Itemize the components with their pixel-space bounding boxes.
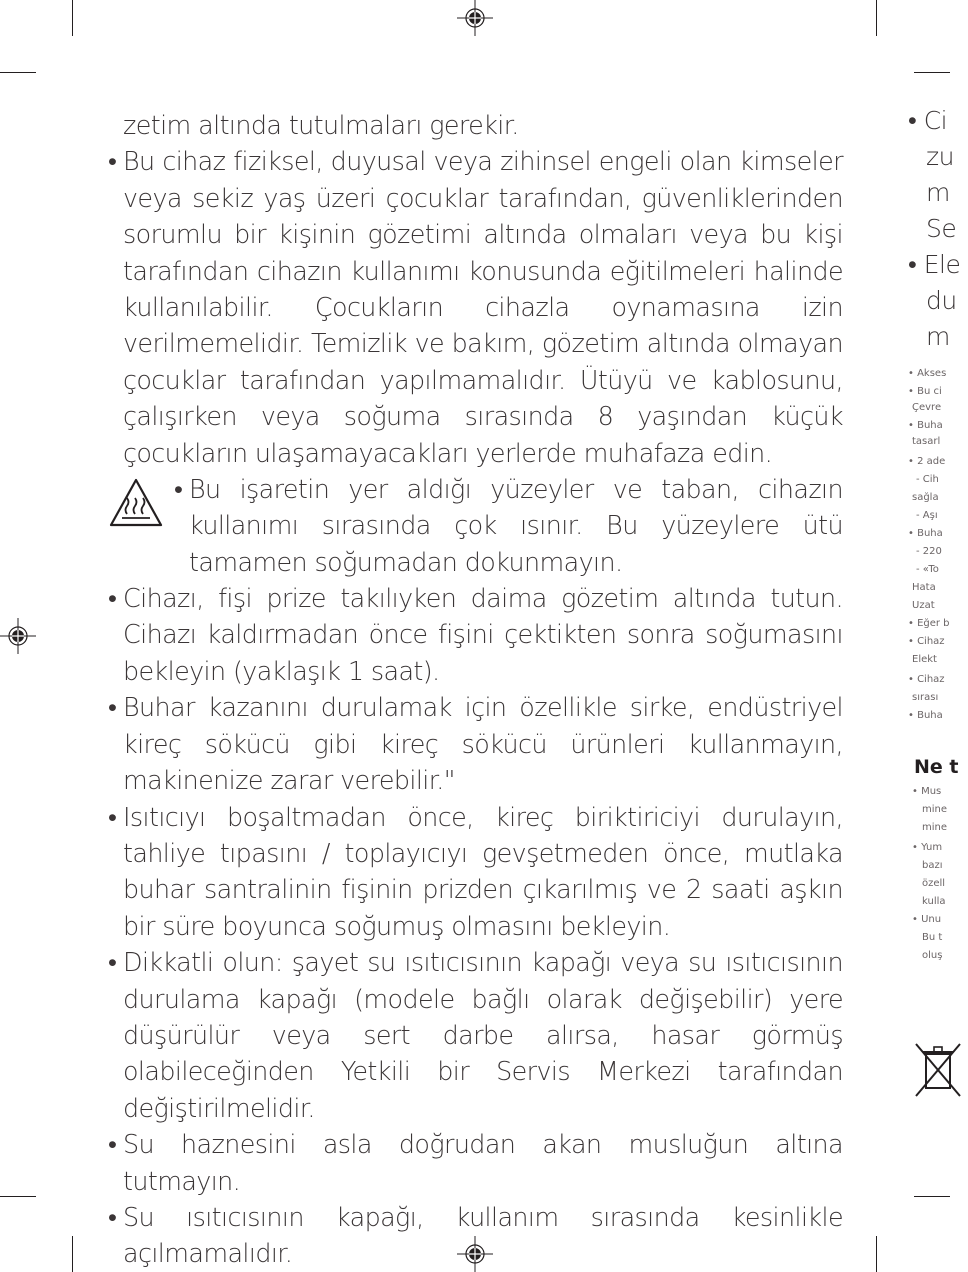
bullet: • (108, 146, 117, 177)
list-item-text: Su ısıtıcısının kapağı, kullanım sırasında kesinlikle açılmamalıdır. (123, 1201, 843, 1269)
list-item (108, 143, 843, 471)
list-item (108, 799, 843, 945)
fragment-small-text: Çevre (912, 402, 942, 413)
fragment-text: Se (926, 214, 957, 243)
crop-mark-bottom-right-vertical (876, 1236, 877, 1272)
bullet: • (108, 801, 117, 832)
bullet: • (174, 474, 183, 505)
list-item (108, 689, 843, 798)
fragment-small-text: • Unu (912, 914, 942, 925)
warning-text-block (174, 471, 843, 580)
list-item (108, 1199, 843, 1272)
fragment-small-text: sırası (912, 692, 939, 703)
fragment-small-text: Bu t (922, 932, 943, 943)
list-item (108, 1126, 843, 1199)
fragment-small-text: sağla (912, 492, 939, 503)
main-text-column (108, 107, 843, 1272)
fragment-small-text: Uzat (912, 600, 935, 611)
fragment-small-text: bazı (922, 860, 943, 871)
fragment-small-text: - «To (916, 564, 939, 575)
list-item (108, 580, 843, 689)
registration-mark-top (457, 0, 493, 36)
fragment-small-text: • Bu ci (908, 386, 942, 397)
fragment-text: m (926, 178, 950, 207)
hot-surface-warning-icon (108, 477, 164, 529)
fragment-small-text: • 2 ade (908, 456, 946, 467)
fragment-small-text: • Cihaz (908, 636, 945, 647)
list-item-text: Cihazı, fişi prize takılıyken daima gözetim altında tutun. Cihazı kaldırmadan önce fişini çektikten sonra soğumasını bekleyin (yaklaşık 1 saat). (123, 583, 843, 686)
fragment-small-text: oluş (922, 950, 943, 961)
fragment-small-text: tasarl (912, 436, 941, 447)
continued-paragraph: zetim altında tutulmaları gerekir. (123, 110, 519, 140)
fragment-small-text: Elekt (912, 654, 937, 665)
fragment-small-text: - Aşı (916, 510, 938, 521)
crop-mark-bottom-right-horizontal (914, 1196, 950, 1197)
bullet: • (108, 1201, 117, 1232)
hot-surface-warning (108, 471, 843, 580)
fragment-text: du (926, 286, 957, 315)
list-item-text: Isıtıcıyı boşaltmadan önce, kireç biriktiriciyi durulayın, tahliye tıpasını / toplayıcıyı gevşetmeden önce, mutlaka buhar santralinin fişinin prizden çıkarılmış ve 2 saati aşkın bir süre boyunca soğumuş olmasını bekleyin. (123, 801, 843, 941)
fragment-small-text: - Cih (916, 474, 939, 485)
fragment-text: • Ele (908, 250, 961, 279)
fragment-small-text: mine (922, 804, 948, 815)
fragment-heading: Ne t (914, 756, 959, 778)
list-item-text: Bu cihaz fiziksel, duyusal veya zihinsel engeli olan kimseler veya sekiz yaş üzeri çocuklar tarafından, güvenliklerinden sorumlu bir kişinin gözetimi altında olmaları veya bu kişi tarafından cihazın kullanımı konusunda eğitilmeleri halinde kullanılabilir. Çocukların cihazla oynamasına izin verilmemelidir. Temizlik ve bakım, gözetim altında olmayan çocuklar tarafından yapılmamalıdır. Ütüyü ve kablosunu, çalışırken veya soğuma sırasında 8 yaşından küçük çocukların ulaşamayacakları yerlerde muhafaza edin. (123, 146, 843, 468)
bullet: • (108, 947, 117, 978)
warning-text: Bu işaretin yer aldığı yüzeyler ve taban, cihazın kullanımı sırasında çok ısınır. Bu yüzeylere ütü tamamen soğumadan dokunmayın. (189, 474, 843, 577)
fragment-text: zu (926, 142, 954, 171)
crop-mark-top-left-vertical (72, 0, 73, 36)
fragment-small-text: mine (922, 822, 948, 833)
crop-mark-top-left-horizontal (0, 72, 36, 73)
fragment-small-text: • Mus (912, 786, 942, 797)
fragment-text: • Ci (908, 106, 948, 135)
crop-mark-top-right-vertical (876, 0, 877, 36)
list-item-text: Dikkatli olun: şayet su ısıtıcısının kapağı veya su ısıtıcısının durulama kapağı (modele bağlı olarak değişebilir) yere düşürülür veya sert darbe alırsa, hasar görmüş olabileceğinden Yetkili bir Servis Merkezi tarafından değiştirilmelidir. (123, 947, 843, 1123)
fragment-text: m (926, 322, 950, 351)
fragment-small-text: • Yum (912, 842, 943, 853)
fragment-small-text: • Akses (908, 368, 947, 379)
list-item (108, 944, 843, 1126)
fragment-small-text: • Eğer b (908, 618, 950, 629)
fragment-small-text: • Cihaz (908, 674, 945, 685)
bullet: • (108, 1129, 117, 1160)
fragment-small-text: • Buha (908, 528, 943, 539)
fragment-small-text: - 220 (916, 546, 942, 557)
fragment-small-text: Hata (912, 582, 936, 593)
fragment-small-text: • Buha (908, 710, 943, 721)
bullet: • (108, 692, 117, 723)
crop-mark-top-right-horizontal (914, 72, 950, 73)
fragment-small-text: kulla (922, 896, 946, 907)
list-item-text: Su haznesini asla doğrudan akan musluğun altına tutmayın. (123, 1129, 843, 1196)
crop-mark-bottom-left-horizontal (0, 1196, 36, 1197)
fragment-small-text: özell (922, 878, 946, 889)
bullet: • (108, 583, 117, 614)
fragment-small-text: • Buha (908, 420, 943, 431)
crop-mark-bottom-left-vertical (72, 1236, 73, 1272)
list-item-text: Buhar kazanını durulamak için özellikle sirke, endüstriyel kireç sökücü gibi kireç sökücü ürünleri kullanmayın, makinenize zarar verebilir." (123, 692, 843, 796)
registration-mark-left (0, 618, 36, 654)
weee-crossed-bin-icon (914, 1040, 962, 1100)
